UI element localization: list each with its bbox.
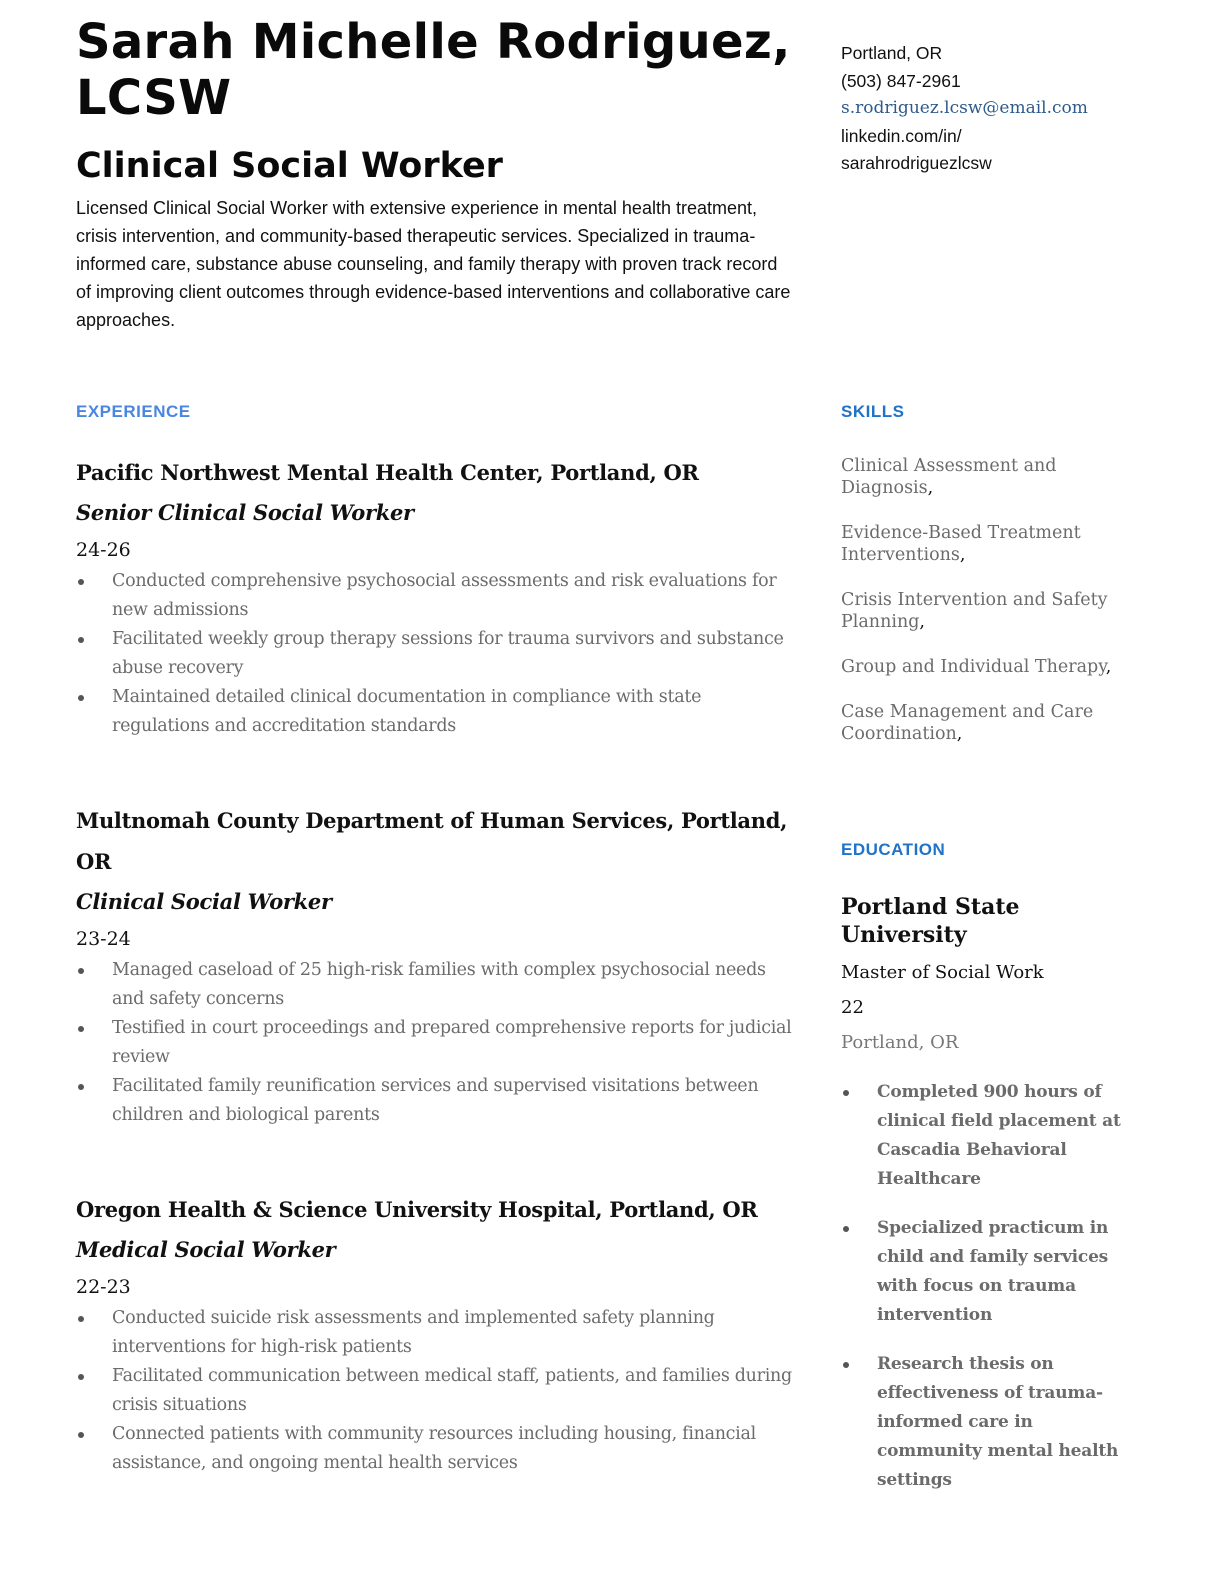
company-name: Multnomah County Department of Human Services, Portland, OR (76, 808, 788, 874)
bullet-icon (843, 1362, 849, 1368)
bullet-text: Testified in court proceedings and prepared comprehensive reports for judicial review (112, 1018, 792, 1067)
bullet-item (76, 567, 796, 625)
bullet-text: Research thesis on effectiveness of trauma-informed care in community mental health settings (877, 1354, 1119, 1490)
bullet-icon (78, 968, 84, 974)
bullet-icon (78, 1432, 84, 1438)
bullet-text: Facilitated weekly group therapy sessions for trauma survivors and substance abuse recovery (112, 629, 784, 678)
skill-text: Crisis Intervention and Safety Planning (841, 590, 1108, 632)
bullet-icon (78, 579, 84, 585)
bullet-item (841, 1350, 1121, 1495)
bullet-item (76, 1014, 796, 1072)
job-dates: 22-23 (76, 1276, 131, 1298)
bullet-icon (78, 637, 84, 643)
company-name: Pacific Northwest Mental Health Center, Portland, OR (76, 460, 699, 485)
skill-text: Clinical Assessment and Diagnosis (841, 456, 1057, 498)
school-name: Portland State University (841, 894, 1020, 948)
skill-separator: , (919, 612, 925, 632)
job-role: Medical Social Worker (76, 1237, 336, 1262)
experience-heading: EXPERIENCE (76, 402, 191, 421)
bullet-text: Facilitated communication between medical staff, patients, and families during crisis situations (112, 1366, 792, 1415)
bullet-icon (843, 1226, 849, 1232)
bullet-item (76, 1362, 796, 1420)
skill-item (841, 522, 1121, 566)
bullet-item (76, 1420, 796, 1478)
skill-separator: , (959, 545, 966, 565)
candidate-name: Sarah Michelle Rodriguez, LCSW (76, 14, 791, 126)
skills-heading: SKILLS (841, 402, 905, 421)
education-bullets (841, 1078, 1121, 1495)
contact-location: Portland, OR (841, 43, 943, 63)
job-bullets (76, 567, 796, 741)
job-bullets (76, 1304, 796, 1478)
bullet-item (841, 1078, 1121, 1194)
bullet-item (76, 1304, 796, 1362)
bullet-text: Managed caseload of 25 high-risk families with complex psychosocial needs and safety concerns (112, 960, 766, 1009)
contact-email-link[interactable]: s.rodriguez.lcsw@email.com (841, 98, 1088, 118)
education-entry (841, 893, 1121, 1515)
experience-entry (76, 800, 796, 1130)
degree: Master of Social Work (841, 962, 1044, 983)
job-role: Clinical Social Worker (76, 889, 332, 914)
skill-separator: , (1105, 657, 1112, 677)
job-bullets (76, 956, 796, 1130)
skill-item (841, 589, 1121, 633)
bullet-icon (78, 1084, 84, 1090)
bullet-item (76, 1072, 796, 1130)
education-heading: EDUCATION (841, 840, 946, 859)
job-dates: 23-24 (76, 928, 131, 950)
skills-list (841, 455, 1121, 768)
skill-item (841, 656, 1121, 678)
professional-summary: Licensed Clinical Social Worker with extensive experience in mental health treatment, crisis intervention, and community-based therapeutic services. Specialized in trauma-informed care, substance abuse counseling, and family therapy with proven track record of improving client outcomes through evidence-based interventions and collaborative care approaches. (76, 198, 791, 330)
contact-linkedin-line2[interactable]: sarahrodriguezlcsw (841, 153, 992, 173)
bullet-icon (78, 1026, 84, 1032)
skill-text: Case Management and Care Coordination (841, 702, 1094, 744)
bullet-icon (78, 1316, 84, 1322)
bullet-text: Specialized practicum in child and family services with focus on trauma intervention (877, 1218, 1109, 1325)
school-location: Portland, OR (841, 1032, 959, 1053)
bullet-text: Facilitated family reunification services and supervised visitations between children and biological parents (112, 1076, 759, 1125)
bullet-text: Connected patients with community resources including housing, financial assistance, and ongoing mental health services (112, 1424, 756, 1473)
bullet-item (76, 956, 796, 1014)
contact-linkedin-line1[interactable]: linkedin.com/in/ (841, 125, 962, 146)
company-name: Oregon Health & Science University Hospital, Portland, OR (76, 1197, 758, 1222)
bullet-text: Maintained detailed clinical documentation in compliance with state regulations and accreditation standards (112, 687, 702, 736)
experience-entry (76, 1189, 796, 1478)
bullet-text: Conducted comprehensive psychosocial assessments and risk evaluations for new admissions (112, 571, 777, 620)
skill-item (841, 455, 1121, 499)
skill-item (841, 701, 1121, 745)
bullet-icon (78, 695, 84, 701)
graduation-year: 22 (841, 997, 864, 1018)
job-role: Senior Clinical Social Worker (76, 500, 414, 525)
bullet-text: Conducted suicide risk assessments and implemented safety planning interventions for high-risk patients (112, 1308, 715, 1357)
contact-phone: (503) 847-2961 (841, 70, 961, 91)
skill-separator: , (927, 478, 934, 498)
bullet-item (76, 625, 796, 683)
bullet-icon (78, 1374, 84, 1380)
bullet-text: Completed 900 hours of clinical field placement at Cascadia Behavioral Healthcare (877, 1082, 1121, 1189)
experience-entry (76, 452, 796, 741)
job-title: Clinical Social Worker (76, 146, 503, 186)
skill-text: Group and Individual Therapy (841, 657, 1106, 677)
bullet-icon (843, 1090, 849, 1096)
bullet-item (76, 683, 796, 741)
skill-separator: , (956, 724, 963, 744)
bullet-item (841, 1214, 1121, 1330)
resume-header (76, 14, 796, 334)
contact-info (841, 40, 1131, 178)
job-dates: 24-26 (76, 539, 131, 561)
skill-text: Evidence-Based Treatment Interventions (841, 523, 1081, 565)
